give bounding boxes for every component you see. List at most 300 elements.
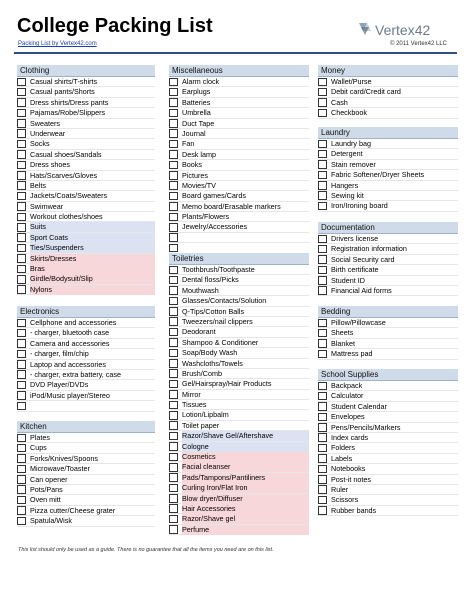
item-checkbox[interactable]	[169, 349, 178, 358]
item-checkbox[interactable]	[169, 129, 178, 138]
item-checkbox[interactable]	[318, 392, 327, 401]
item-label: Swimwear	[30, 201, 64, 211]
list-item	[169, 514, 309, 524]
item-checkbox[interactable]	[169, 411, 178, 420]
item-checkbox[interactable]	[17, 254, 26, 263]
list-item	[318, 170, 458, 180]
header-divider	[14, 52, 457, 54]
list-item	[169, 452, 309, 462]
item-checkbox[interactable]	[169, 88, 178, 97]
item-checkbox[interactable]	[17, 275, 26, 284]
item-label: Shampoo & Conditioner	[182, 337, 259, 347]
list-item	[169, 191, 309, 201]
item-label: Hangers	[331, 180, 359, 190]
item-checkbox[interactable]	[169, 213, 178, 222]
list-item	[318, 433, 458, 443]
item-label: Deodorant	[182, 327, 216, 337]
item-checkbox[interactable]	[169, 161, 178, 170]
item-label: Brush/Comb	[182, 368, 222, 378]
item-checkbox[interactable]	[318, 286, 327, 295]
list-item	[169, 98, 309, 108]
item-checkbox[interactable]	[169, 119, 178, 128]
vertex42-logo	[357, 20, 457, 40]
item-checkbox[interactable]	[17, 244, 26, 253]
item-label: Tweezers/nail clippers	[182, 316, 253, 326]
item-label: Registration information	[331, 244, 407, 254]
item-checkbox[interactable]	[17, 181, 26, 190]
list-item	[169, 421, 309, 431]
item-checkbox[interactable]	[318, 444, 327, 453]
item-label: Cologne	[182, 442, 309, 452]
item-checkbox[interactable]	[318, 150, 327, 159]
item-checkbox[interactable]	[17, 454, 26, 463]
copyright-text: © 2011 Vertex42 LLC	[390, 41, 448, 47]
item-checkbox[interactable]	[318, 402, 327, 411]
list-item	[17, 233, 155, 243]
item-checkbox[interactable]	[17, 285, 26, 294]
section-heading: Money	[318, 65, 458, 77]
list-item	[318, 286, 458, 296]
page-title: College Packing List	[17, 15, 213, 37]
item-checkbox[interactable]	[17, 496, 26, 505]
item-checkbox[interactable]	[17, 213, 26, 222]
list-item	[169, 212, 309, 222]
list-item	[169, 171, 309, 181]
list-item	[17, 160, 155, 170]
item-checkbox[interactable]	[17, 140, 26, 149]
item-checkbox[interactable]	[318, 171, 327, 180]
item-checkbox[interactable]	[17, 119, 26, 128]
item-checkbox[interactable]	[17, 150, 26, 159]
item-checkbox[interactable]	[17, 202, 26, 211]
item-label: Toilet paper	[182, 420, 220, 430]
item-checkbox[interactable]	[17, 171, 26, 180]
item-checkbox[interactable]	[169, 317, 178, 326]
item-checkbox[interactable]	[169, 390, 178, 399]
item-checkbox[interactable]	[318, 202, 327, 211]
list-item	[318, 475, 458, 485]
item-checkbox[interactable]	[169, 202, 178, 211]
item-checkbox[interactable]	[169, 463, 178, 472]
item-label: Index cards	[331, 432, 369, 442]
list-item	[318, 402, 458, 412]
item-checkbox[interactable]	[17, 265, 26, 274]
item-checkbox[interactable]	[169, 525, 178, 534]
item-checkbox[interactable]	[169, 307, 178, 316]
item-checkbox[interactable]	[17, 485, 26, 494]
item-label: Hats/Scarves/Gloves	[30, 170, 98, 180]
item-checkbox[interactable]	[169, 432, 178, 441]
item-checkbox[interactable]	[169, 98, 178, 107]
item-label: Sweaters	[30, 118, 60, 128]
item-checkbox[interactable]	[169, 140, 178, 149]
item-label: Sport Coats	[30, 233, 155, 243]
section-heading: Toiletries	[169, 253, 309, 265]
item-checkbox[interactable]	[318, 485, 327, 494]
list-item	[17, 202, 155, 212]
item-label: Cash	[331, 97, 348, 107]
list-item	[169, 494, 309, 504]
list-item	[318, 87, 458, 97]
item-label: Batteries	[182, 97, 211, 107]
list-item	[17, 87, 155, 97]
list-item	[169, 265, 309, 275]
item-checkbox[interactable]	[169, 328, 178, 337]
list-item	[169, 139, 309, 149]
section-toiletries	[169, 253, 309, 535]
item-label: Facial cleanser	[182, 462, 309, 472]
item-label: Pens/Pencils/Markers	[331, 422, 401, 432]
list-item	[17, 119, 155, 129]
item-checkbox[interactable]	[318, 88, 327, 97]
item-checkbox[interactable]	[17, 475, 26, 484]
list-item	[17, 264, 155, 274]
list-item	[17, 171, 155, 181]
item-checkbox[interactable]	[318, 276, 327, 285]
item-checkbox[interactable]	[318, 475, 327, 484]
item-label: Gel/Hairspray/Hair Products	[182, 379, 272, 389]
item-checkbox[interactable]	[17, 233, 26, 242]
item-checkbox[interactable]	[17, 360, 26, 369]
disclaimer-text: This list should only be used as a guide. There is no guarantee that all the items you need are on this list.	[18, 547, 274, 553]
list-item	[318, 191, 458, 201]
item-checkbox[interactable]	[318, 319, 327, 328]
item-checkbox[interactable]	[169, 109, 178, 118]
item-label: Suits	[30, 222, 155, 232]
item-label: Ruler	[331, 484, 349, 494]
list-item	[17, 108, 155, 118]
item-label: Pizza cutter/Cheese grater	[30, 505, 116, 515]
list-item	[318, 412, 458, 422]
item-label: Sheets	[331, 328, 354, 338]
item-label: Casual shirts/T-shirts	[30, 77, 98, 86]
item-checkbox[interactable]	[17, 517, 26, 526]
item-checkbox[interactable]	[169, 504, 178, 513]
list-item	[17, 464, 155, 474]
list-item	[17, 360, 155, 370]
item-label: Drivers license	[331, 234, 379, 243]
item-label: Dental floss/Picks	[182, 275, 239, 285]
list-item	[169, 119, 309, 129]
section-heading: Documentation	[318, 222, 458, 234]
list-item	[17, 139, 155, 149]
list-item	[318, 201, 458, 211]
item-checkbox[interactable]	[17, 319, 26, 328]
item-checkbox[interactable]	[169, 453, 178, 462]
item-checkbox[interactable]	[318, 506, 327, 515]
list-item	[169, 504, 309, 514]
item-checkbox[interactable]	[17, 381, 26, 390]
list-item	[318, 381, 458, 391]
item-checkbox[interactable]	[318, 235, 327, 244]
item-label: Scissors	[331, 495, 359, 505]
list-item	[318, 443, 458, 453]
item-label: Plants/Flowers	[182, 212, 230, 222]
item-label: Pillow/Pillowcase	[331, 318, 386, 327]
item-checkbox[interactable]	[169, 266, 178, 275]
item-label: Can opener	[30, 474, 68, 484]
item-checkbox[interactable]	[318, 465, 327, 474]
list-item	[169, 348, 309, 358]
item-checkbox[interactable]	[318, 329, 327, 338]
list-item	[318, 464, 458, 474]
list-item	[169, 307, 309, 317]
item-checkbox[interactable]	[318, 160, 327, 169]
list-item	[169, 108, 309, 118]
list-item	[17, 98, 155, 108]
item-label: Fan	[182, 139, 195, 149]
list-item	[318, 234, 458, 244]
list-item	[169, 462, 309, 472]
item-checkbox[interactable]	[169, 515, 178, 524]
list-item	[318, 265, 458, 275]
list-item	[17, 191, 155, 201]
item-label: Blanket	[331, 338, 355, 348]
item-label: Board games/Cards	[182, 191, 246, 201]
item-checkbox[interactable]	[17, 350, 26, 359]
item-checkbox[interactable]	[17, 391, 26, 400]
item-checkbox[interactable]	[169, 297, 178, 306]
item-checkbox[interactable]	[318, 382, 327, 391]
item-checkbox[interactable]	[17, 444, 26, 453]
list-item	[169, 160, 309, 170]
item-checkbox[interactable]	[318, 339, 327, 348]
item-label: Cosmetics	[182, 452, 309, 462]
item-checkbox[interactable]	[318, 350, 327, 359]
item-label: Mattress pad	[331, 349, 373, 359]
item-checkbox[interactable]	[169, 244, 178, 253]
item-checkbox[interactable]	[169, 286, 178, 295]
list-item	[318, 244, 458, 254]
item-checkbox[interactable]	[169, 401, 178, 410]
item-checkbox[interactable]	[17, 192, 26, 201]
list-item	[17, 77, 155, 87]
item-label: Casual shoes/Sandals	[30, 149, 102, 159]
item-checkbox[interactable]	[318, 496, 327, 505]
item-checkbox[interactable]	[169, 421, 178, 430]
section-school-supplies	[318, 369, 458, 516]
item-checkbox[interactable]	[169, 171, 178, 180]
item-label: Alarm clock	[182, 77, 220, 86]
item-label: Fabric Softener/Dryer Sheets	[331, 170, 425, 180]
item-label: Washcloths/Towels	[182, 358, 243, 368]
item-checkbox[interactable]	[17, 98, 26, 107]
section-electronics	[17, 306, 155, 412]
section-heading: School Supplies	[318, 369, 458, 381]
list-item	[318, 318, 458, 328]
item-checkbox[interactable]	[318, 109, 327, 118]
item-label: - charger, film/chip	[30, 349, 89, 359]
list-item	[318, 349, 458, 359]
item-checkbox[interactable]	[17, 129, 26, 138]
list-item	[17, 454, 155, 464]
item-checkbox[interactable]	[17, 402, 26, 411]
item-checkbox[interactable]	[169, 484, 178, 493]
item-checkbox[interactable]	[17, 434, 26, 443]
list-item	[318, 485, 458, 495]
item-checkbox[interactable]	[318, 433, 327, 442]
list-item	[169, 181, 309, 191]
list-item	[17, 222, 155, 232]
item-label: DVD Player/DVDs	[30, 380, 89, 390]
item-checkbox[interactable]	[169, 473, 178, 482]
list-item	[17, 495, 155, 505]
item-label: Folders	[331, 443, 355, 453]
item-label: - charger, bluetooth case	[30, 328, 110, 338]
item-label: Social Security card	[331, 254, 395, 264]
list-item	[17, 506, 155, 516]
item-label: Socks	[30, 139, 50, 149]
item-label: Dress shoes	[30, 160, 70, 170]
list-item	[17, 274, 155, 284]
logo-text: Vertex42	[375, 22, 431, 38]
item-label: Duct Tape	[182, 118, 215, 128]
item-label: Blow dryer/Diffuser	[182, 494, 309, 504]
item-label: Jewelry/Accessories	[182, 222, 248, 232]
section-heading: Bedding	[318, 306, 458, 318]
item-checkbox[interactable]	[169, 442, 178, 451]
item-checkbox[interactable]	[169, 223, 178, 232]
list-item	[17, 380, 155, 390]
item-label: Razor/Shave Gel/Aftershave	[182, 431, 309, 441]
list-item	[17, 339, 155, 349]
item-checkbox[interactable]	[17, 109, 26, 118]
section-miscellaneous	[169, 65, 309, 254]
item-checkbox[interactable]	[17, 506, 26, 515]
item-label: Ties/Suspenders	[30, 243, 155, 253]
list-item	[318, 98, 458, 108]
item-label: Wallet/Purse	[331, 77, 372, 86]
list-item	[318, 139, 458, 149]
item-label: Hair Accessories	[182, 504, 309, 514]
item-checkbox[interactable]	[169, 150, 178, 159]
item-checkbox[interactable]	[169, 359, 178, 368]
list-item	[318, 495, 458, 505]
item-label: Q-Tips/Cotton Balls	[182, 306, 245, 316]
item-label: Movies/TV	[182, 180, 216, 190]
item-label: Notebooks	[331, 464, 366, 474]
list-item	[318, 255, 458, 265]
list-item	[318, 276, 458, 286]
item-label: Tissues	[182, 400, 207, 410]
item-checkbox[interactable]	[318, 454, 327, 463]
list-item	[169, 87, 309, 97]
item-checkbox[interactable]	[17, 161, 26, 170]
list-item	[318, 328, 458, 338]
item-checkbox[interactable]	[17, 465, 26, 474]
item-checkbox[interactable]	[318, 266, 327, 275]
list-item	[17, 485, 155, 495]
item-checkbox[interactable]	[17, 78, 26, 87]
item-checkbox[interactable]	[169, 192, 178, 201]
item-label: Pots/Pans	[30, 484, 63, 494]
item-checkbox[interactable]	[318, 78, 327, 87]
item-label: Curling Iron/Flat Iron	[182, 483, 309, 493]
list-item	[169, 525, 309, 535]
item-checkbox[interactable]	[169, 181, 178, 190]
item-checkbox[interactable]	[17, 329, 26, 338]
item-label: Girdle/Bodysuit/Slip	[30, 274, 155, 284]
item-label: Memo board/Erasable markers	[182, 201, 281, 211]
list-item	[17, 254, 155, 264]
list-item	[169, 442, 309, 452]
item-label: Post-it notes	[331, 474, 371, 484]
item-checkbox[interactable]	[169, 233, 178, 242]
item-label: - charger, extra battery, case	[30, 369, 121, 379]
item-label: Glasses/Contacts/Solution	[182, 296, 267, 306]
item-label: Student Calendar	[331, 401, 387, 411]
list-item	[169, 296, 309, 306]
item-checkbox[interactable]	[17, 88, 26, 97]
item-checkbox[interactable]	[169, 276, 178, 285]
list-item	[169, 150, 309, 160]
section-money	[318, 65, 458, 119]
list-item	[17, 443, 155, 453]
item-checkbox[interactable]	[318, 245, 327, 254]
item-label: Camera and accessories	[30, 338, 110, 348]
list-item	[169, 431, 309, 441]
list-item	[318, 391, 458, 401]
section-bedding	[318, 306, 458, 360]
item-label: Mouthwash	[182, 285, 219, 295]
item-label: Desk lamp	[182, 149, 216, 159]
item-label: Lotion/Lipbalm	[182, 410, 229, 420]
item-label: Toothbrush/Toothpaste	[182, 265, 255, 274]
item-checkbox[interactable]	[318, 191, 327, 200]
item-checkbox[interactable]	[17, 223, 26, 232]
item-checkbox[interactable]	[169, 494, 178, 503]
item-label: Pads/Tampons/Pantiliners	[182, 473, 309, 483]
item-label: Skirts/Dresses	[30, 254, 155, 264]
list-item	[318, 149, 458, 159]
item-label: Forks/Knives/Spoons	[30, 453, 98, 463]
list-item	[17, 433, 155, 443]
item-label: Books	[182, 160, 202, 170]
item-label: Nylons	[30, 285, 155, 295]
list-item	[17, 285, 155, 295]
item-checkbox[interactable]	[17, 339, 26, 348]
list-item	[169, 286, 309, 296]
vertex42-link[interactable]: Packing List by Vertex42.com	[18, 41, 97, 47]
item-checkbox[interactable]	[318, 181, 327, 190]
item-label: Envelopes	[331, 412, 365, 422]
item-label: Oven mitt	[30, 495, 61, 505]
item-checkbox[interactable]	[318, 140, 327, 149]
section-heading: Kitchen	[17, 421, 155, 433]
item-checkbox[interactable]	[169, 380, 178, 389]
item-label: Cups	[30, 443, 47, 453]
list-item	[169, 473, 309, 483]
item-label: Belts	[30, 180, 46, 190]
item-checkbox[interactable]	[17, 370, 26, 379]
item-checkbox[interactable]	[318, 423, 327, 432]
item-checkbox[interactable]	[169, 369, 178, 378]
item-label: Spatula/Wisk	[30, 516, 72, 526]
item-label: Backpack	[331, 381, 363, 390]
item-checkbox[interactable]	[169, 338, 178, 347]
item-checkbox[interactable]	[318, 98, 327, 107]
list-item	[318, 339, 458, 349]
list-item	[169, 275, 309, 285]
item-label: Sewing kit	[331, 190, 364, 200]
item-label: Checkbook	[331, 108, 367, 118]
item-checkbox[interactable]	[169, 78, 178, 87]
item-label: Soap/Body Wash	[182, 348, 238, 358]
section-heading: Clothing	[17, 65, 155, 77]
item-checkbox[interactable]	[318, 413, 327, 422]
item-checkbox[interactable]	[318, 255, 327, 264]
section-laundry	[318, 127, 458, 212]
